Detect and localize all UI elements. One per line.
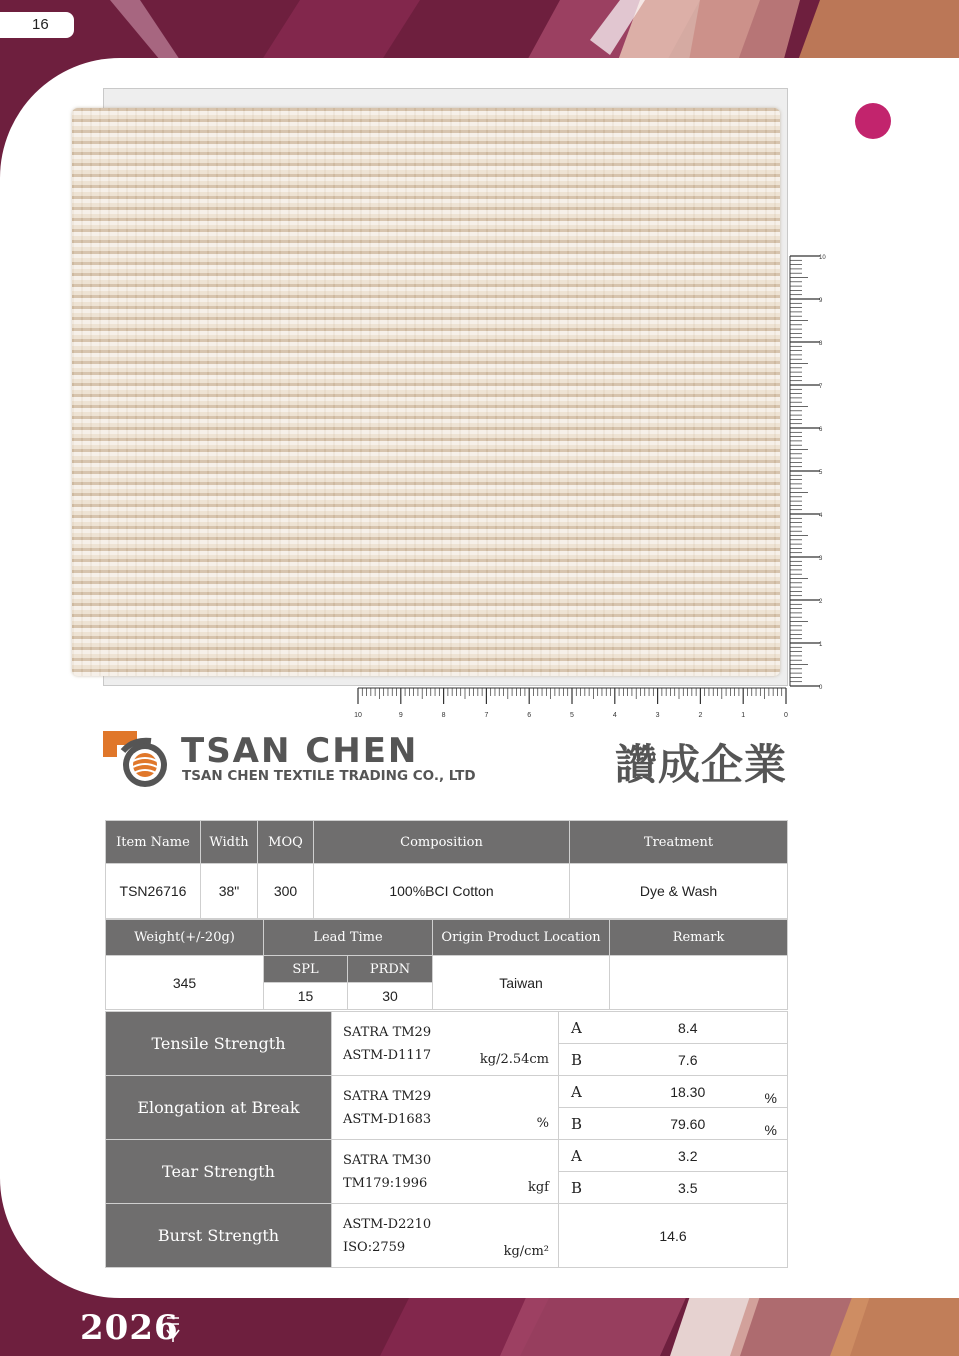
- lead-time-table: [105, 919, 788, 1010]
- elongation-label: Elongation at Break: [106, 1076, 332, 1140]
- page-number: 16: [0, 12, 74, 38]
- header-remark: Remark: [610, 920, 788, 956]
- ruler-label: 10: [354, 712, 362, 719]
- header-prdn: PRDN: [348, 956, 433, 983]
- result-label: B: [559, 1172, 589, 1204]
- accent-dot: [855, 103, 891, 139]
- header-origin: Origin Product Location: [433, 920, 610, 956]
- item-name-value: TSN26716: [106, 864, 201, 919]
- brand-name: TSAN CHEN: [181, 731, 419, 771]
- ruler-label: 4: [612, 712, 617, 719]
- burst-result-value: 14.6: [559, 1204, 788, 1268]
- vertical-ruler: [788, 252, 828, 692]
- header-moq: MOQ: [258, 821, 314, 864]
- tensile-method: [332, 1012, 559, 1076]
- result-label: A: [559, 1076, 589, 1108]
- ruler-label: 8: [819, 341, 823, 347]
- ruler-label: 5: [570, 712, 574, 719]
- prdn-value: 30: [348, 983, 433, 1010]
- method-line: SATRA TM29: [343, 1088, 432, 1104]
- header-composition: Composition: [314, 821, 570, 864]
- result-number: 7.6: [678, 1051, 698, 1068]
- treatment-value: Dye & Wash: [570, 864, 788, 919]
- result-value: [589, 1108, 788, 1140]
- header-weight: Weight(+/-20g): [106, 920, 264, 956]
- ruler-label: 5: [819, 470, 823, 476]
- spec-value-row: [106, 864, 788, 919]
- ruler-label: 1: [741, 712, 746, 719]
- method-line: ASTM-D2210: [343, 1216, 432, 1232]
- test-row: [106, 1076, 788, 1108]
- company-logo-icon: [103, 731, 169, 789]
- header-lead-time: Lead Time: [264, 920, 433, 956]
- vertical-ruler-ticks: [790, 255, 826, 691]
- method-line: SATRA TM29: [343, 1024, 432, 1040]
- result-number: 79.60: [670, 1115, 706, 1132]
- test-row: [106, 1140, 788, 1172]
- percent-suffix: %: [764, 1122, 777, 1138]
- ruler-label: 6: [819, 427, 823, 433]
- result-label: A: [559, 1012, 589, 1044]
- unit-label: kg/2.54cm: [479, 1052, 549, 1067]
- lead-header-row: [106, 920, 788, 956]
- ruler-label: 7: [484, 712, 489, 719]
- method-line: TM179:1996: [343, 1175, 428, 1191]
- header-item-name: Item Name: [106, 821, 201, 864]
- result-value: [589, 1044, 788, 1076]
- catalog-year: 2026: [80, 1308, 179, 1348]
- ruler-label: 10: [819, 255, 826, 261]
- spec-table: [105, 820, 788, 919]
- ruler-label: 2: [819, 599, 823, 605]
- ruler-label: 0: [819, 685, 823, 691]
- result-number: 3.5: [678, 1179, 698, 1196]
- weight-value: 345: [106, 956, 264, 1010]
- result-number: 3.2: [678, 1147, 698, 1164]
- horizontal-ruler-ticks: [354, 688, 788, 719]
- test-row: [106, 1204, 788, 1268]
- percent-suffix: %: [764, 1090, 777, 1106]
- unit-label: %: [536, 1116, 549, 1131]
- remark-value: [610, 956, 788, 1010]
- spl-value: 15: [264, 983, 348, 1010]
- ruler-label: 2: [698, 712, 703, 719]
- ruler-label: 4: [819, 513, 823, 519]
- elongation-method: [332, 1076, 559, 1140]
- header-width: Width: [201, 821, 258, 864]
- horizontal-ruler: [354, 686, 794, 726]
- width-value: 38": [201, 864, 258, 919]
- result-value: [589, 1012, 788, 1044]
- ruler-label: 3: [819, 556, 823, 562]
- ruler-label: 7: [819, 384, 823, 390]
- method-line: ISO:2759: [343, 1239, 406, 1255]
- unit-label: kgf: [527, 1180, 549, 1195]
- year-mark-icon: [165, 1316, 181, 1342]
- ruler-label: 0: [784, 712, 788, 719]
- moq-value: 300: [258, 864, 314, 919]
- method-line: ASTM-D1683: [343, 1111, 432, 1127]
- header-treatment: Treatment: [570, 821, 788, 864]
- tear-method: [332, 1140, 559, 1204]
- brand-subtitle: TSAN CHEN TEXTILE TRADING CO., LTD: [182, 768, 476, 784]
- tensile-strength-label: Tensile Strength: [106, 1012, 332, 1076]
- ruler-label: 1: [819, 642, 823, 648]
- burst-strength-label: Burst Strength: [106, 1204, 332, 1268]
- brand-name-cjk: 讚成企業: [615, 740, 788, 789]
- result-label: A: [559, 1140, 589, 1172]
- result-label: B: [559, 1108, 589, 1140]
- method-line: ASTM-D1117: [343, 1047, 432, 1063]
- spec-header-row: [106, 821, 788, 864]
- method-line: SATRA TM30: [343, 1152, 432, 1168]
- unit-label: kg/cm²: [503, 1244, 549, 1259]
- ruler-label: 9: [398, 712, 403, 719]
- result-number: 8.4: [678, 1019, 698, 1036]
- test-row: [106, 1012, 788, 1044]
- result-number: 18.30: [670, 1083, 706, 1100]
- origin-value: Taiwan: [433, 956, 610, 1010]
- ruler-label: 9: [819, 298, 823, 304]
- result-label: B: [559, 1044, 589, 1076]
- ruler-label: 6: [527, 712, 532, 719]
- lead-sub-row: [106, 956, 788, 983]
- tear-strength-label: Tear Strength: [106, 1140, 332, 1204]
- ruler-label: 3: [655, 712, 660, 719]
- result-value: [589, 1172, 788, 1204]
- result-value: [589, 1140, 788, 1172]
- composition-value: 100%BCI Cotton: [314, 864, 570, 919]
- header-spl: SPL: [264, 956, 348, 983]
- burst-method: [332, 1204, 559, 1268]
- ruler-label: 8: [441, 712, 446, 719]
- test-results-table: [105, 1011, 788, 1268]
- result-value: [589, 1076, 788, 1108]
- fabric-swatch-image: [72, 108, 780, 676]
